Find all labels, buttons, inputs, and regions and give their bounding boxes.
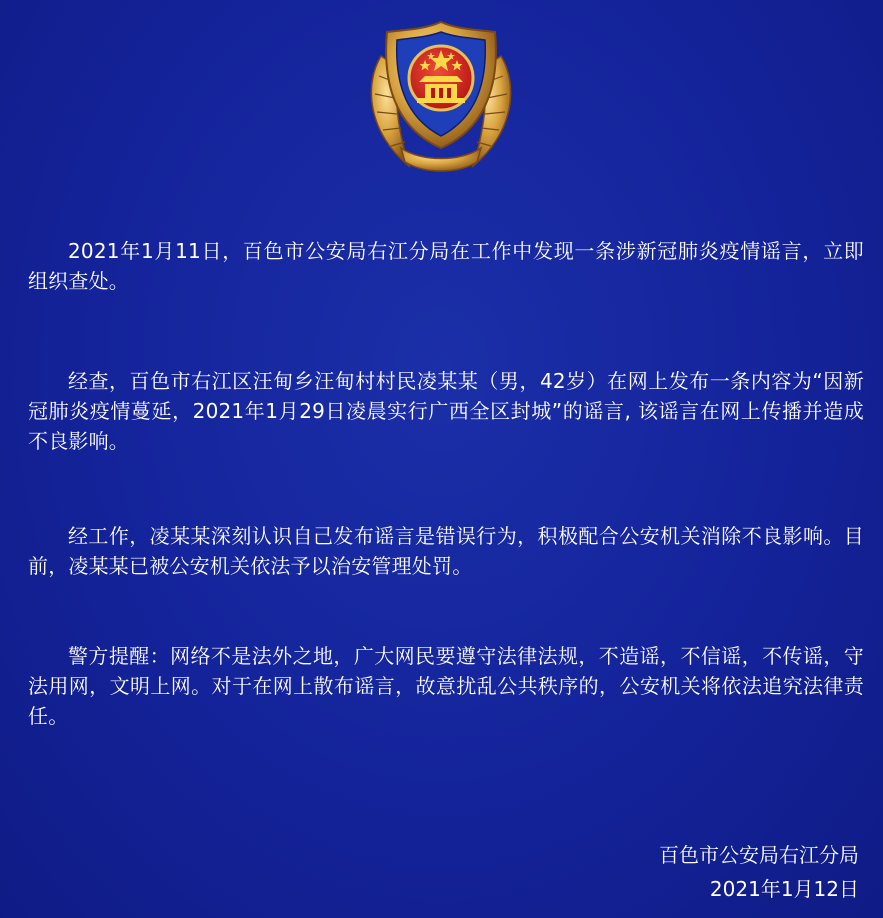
paragraph-3: 经工作，凌某某深刻认识自己发布谣言是错误行为，积极配合公安机关消除不良影响。目前，凌某某已被公安机关依法予以治安管理处罚。 bbox=[28, 524, 864, 578]
paragraph-1: 2021年1月11日，百色市公安局右江分局在工作中发现一条涉新冠肺炎疫情谣言，立即组织查处。 bbox=[28, 239, 864, 293]
paragraph-4: 警方提醒：网络不是法外之地，广大网民要遵守法律法规，不造谣，不信谣，不传谣，守法用网，文明上网。对于在网上散布谣言，故意扰乱公共秩序的，公安机关将依法追究法律责任。 bbox=[28, 644, 864, 728]
issue-date: 2021年1月12日 bbox=[709, 877, 859, 901]
paragraph-2: 经查，百色市右江区汪甸乡汪甸村村民凌某某（男，42岁）在网上发布一条内容为“因新冠肺炎疫情蔓延，2021年1月29日凌晨实行广西全区封城”的谣言, 该谣言在网上传播并造成不良影响。 bbox=[28, 369, 864, 453]
signature-block bbox=[659, 838, 859, 906]
police-emblem-icon bbox=[359, 16, 523, 178]
issuing-organization: 百色市公安局右江分局 bbox=[659, 843, 859, 867]
